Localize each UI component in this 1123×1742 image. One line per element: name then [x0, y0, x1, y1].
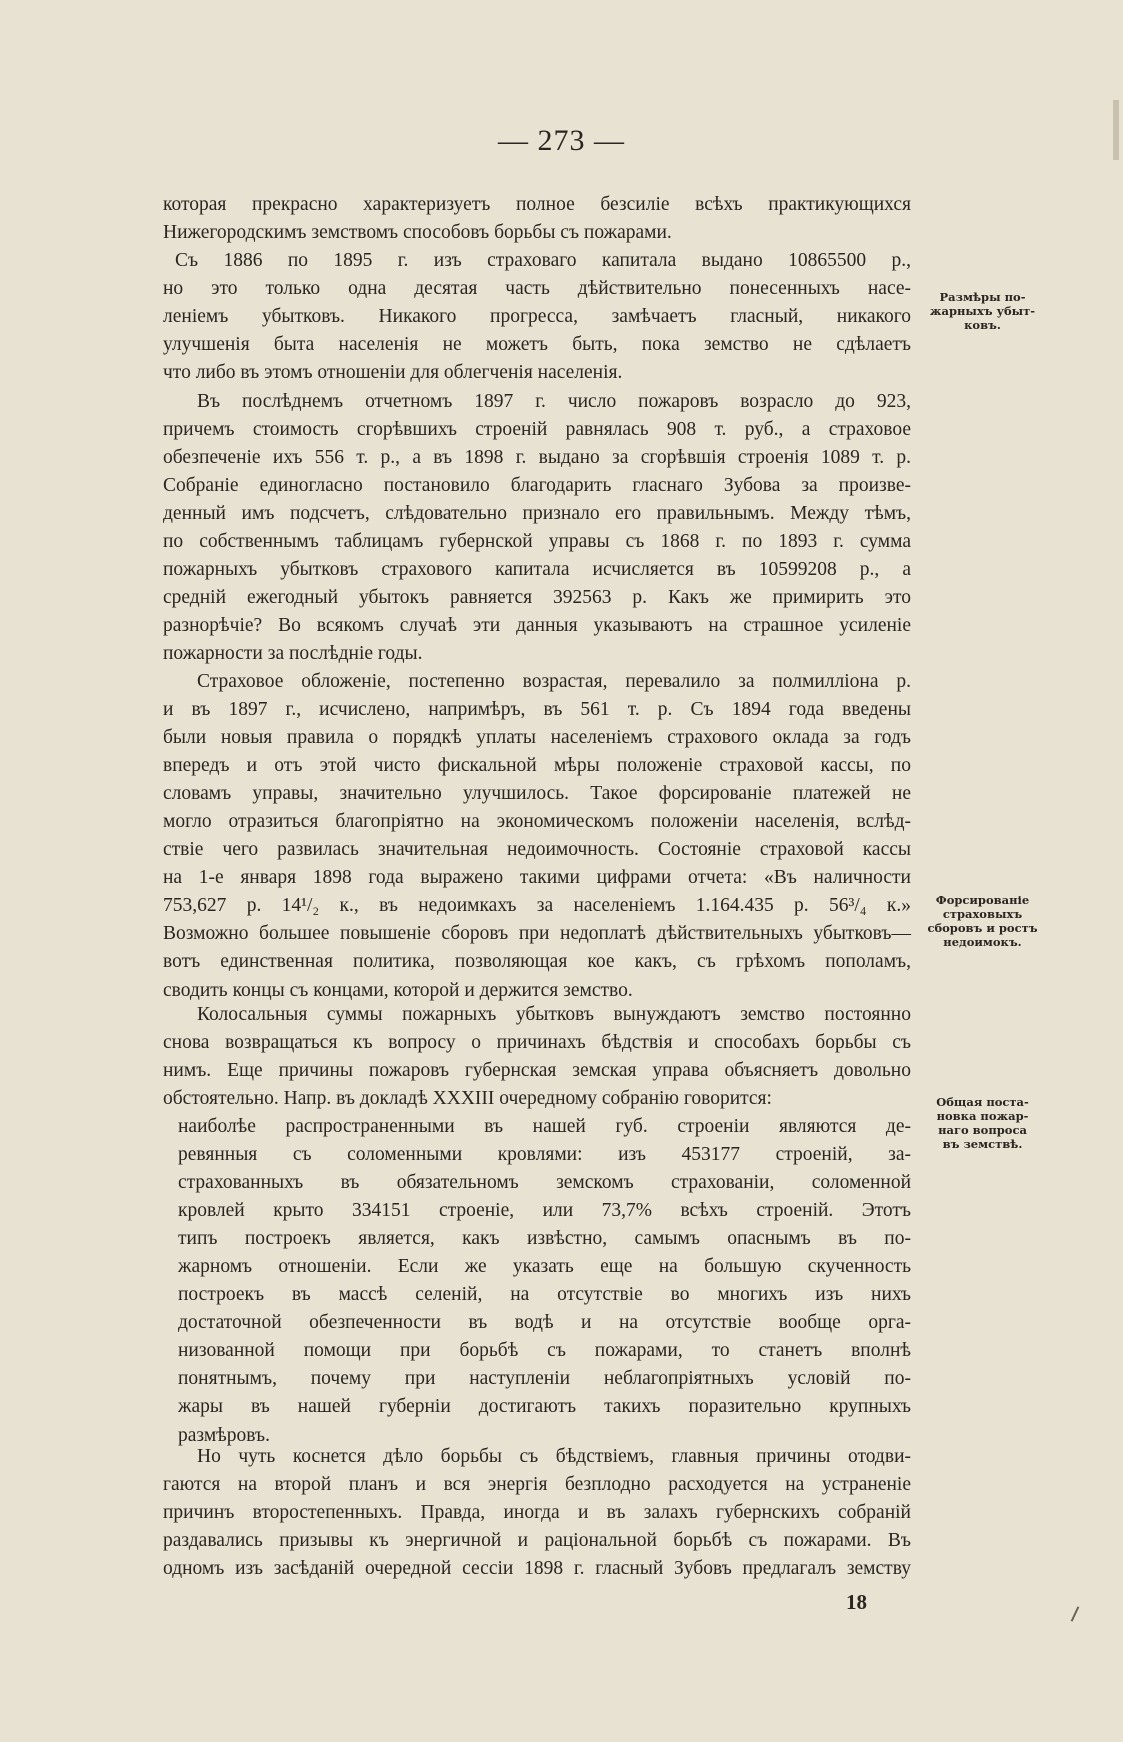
text-line: гаются на второй планъ и вся энергія безплодно расходуется на устраненіе — [163, 1474, 911, 1496]
text-line: нимъ. Еще причины пожаровъ губернская земская управа объясняетъ довольно — [163, 1060, 911, 1082]
text-line: леніемъ убытковъ. Никакого прогресса, замѣчаетъ гласный, никакого — [163, 306, 911, 328]
text-line: типъ построекъ является, какъ извѣстно, самымъ опаснымъ въ по- — [178, 1228, 911, 1250]
text-line: Собраніе единогласно постановило благодарить гласнаго Зубова за произве- — [163, 475, 911, 497]
paragraph-block-4 — [163, 1001, 911, 1113]
text-line: низованной помощи при борьбѣ съ пожарами, то станетъ вполнѣ — [178, 1340, 911, 1362]
text-line: и въ 1897 г., исчислено, напримѣръ, въ 561 т. р. Съ 1894 года введены — [163, 699, 911, 721]
text-line: обезпеченіе ихъ 556 т. р., а въ 1898 г. выдано за сгорѣвшія строенія 1089 т. р. — [163, 447, 911, 469]
marginal-note-losses: Размѣры по- жарныхъ убыт- ковъ. — [929, 290, 1036, 332]
text-line: ствіе чего развилась значительная недоимочность. Состояніе страховой кассы — [163, 839, 911, 861]
paragraph-block-3 — [163, 668, 911, 1005]
text-line: размѣровъ. — [178, 1424, 270, 1446]
quoted-report — [178, 1113, 911, 1450]
page-edge-shadow — [1113, 100, 1119, 160]
text-line: Въ послѣднемъ отчетномъ 1897 г. число пожаровъ возрасло до 923, — [197, 391, 911, 412]
text-line: могло отразиться благопріятно на экономическомъ положеніи населенія, вслѣд- — [163, 811, 911, 833]
marginal-note-forced-collection: Форсированіе страховыхъ сборовъ и ростъ недоимокъ. — [927, 893, 1038, 949]
text-line: ревянныя съ соломенными кровлями: изъ 453177 строеній, за- — [178, 1144, 911, 1166]
text-line: кровлей крыто 334151 строеніе, или 73,7% всѣхъ строеній. Этотъ — [178, 1200, 911, 1222]
text-line: Съ 1886 по 1895 г. изъ страховаго капитала выдано 10865500 р., — [175, 250, 911, 272]
text-line: пожарныхъ убытковъ страхового капитала исчисляется въ 10599208 р., а — [163, 559, 911, 581]
text-line: по собственнымъ таблицамъ губернской управы съ 1868 г. по 1893 г. сумма — [163, 531, 911, 553]
text-line: причинъ второстепенныхъ. Правда, иногда и въ залахъ губернскихъ собраній — [163, 1502, 911, 1524]
text-line: словамъ управы, значительно улучшилось. Такое форсированіе платежей не — [163, 783, 911, 805]
text-line: Колосальныя суммы пожарныхъ убытковъ вынуждаютъ земство постоянно — [197, 1004, 911, 1025]
pencil-mark — [1071, 1606, 1080, 1621]
paragraph-block-5 — [163, 1443, 911, 1583]
text-line: причемъ стоимость сгорѣвшихъ строеній равнялась 908 т. руб., а страховое — [163, 419, 911, 441]
text-line: что либо въ этомъ отношеніи для облегченія населенія. — [163, 362, 623, 384]
text-line: среднiй ежегодный убытокъ равняется 392563 р. Какъ же примирить это — [163, 587, 911, 609]
text-line: одномъ изъ засѣданій очередной сессіи 1898 г. гласный Зубовъ предлагалъ земству — [163, 1558, 911, 1580]
text-line: обстоятельно. Напр. въ докладѣ XXXIII очередному собранію говорится: — [163, 1088, 772, 1110]
text-line: впередъ и отъ этой чисто фискальной мѣры положеніе страховой кассы, по — [163, 755, 911, 777]
text-line: Но чуть коснется дѣло борьбы съ бѣдствіемъ, главныя причины отодви- — [197, 1446, 911, 1467]
marginal-note-fire-question: Общая поста- новка пожар- наго вопроса въ земствѣ. — [936, 1095, 1029, 1151]
text-line: разнорѣчіе? Во всякомъ случаѣ эти данныя указываютъ на страшное усиленіе — [163, 615, 911, 637]
text-line: снова возвращаться къ вопросу о причинахъ бѣдствія и способахъ борьбы съ — [163, 1032, 911, 1054]
text-line: достаточной обезпеченности въ водѣ и на отсутствіе вообще орга- — [178, 1312, 911, 1334]
text-line: наиболѣе распространенными въ нашей губ. строеніи являются де- — [178, 1116, 911, 1137]
text-line: Страховое обложеніе, постепенно возрастая, перевалило за полмилліона р. — [197, 671, 911, 692]
text-line: улучшенія быта населенія не можетъ быть, пока земство не сдѣлаетъ — [163, 334, 911, 356]
text-line: понятнымъ, почему при наступленіи неблагопріятныхъ условій по- — [178, 1368, 911, 1390]
text-line: денный имъ подсчетъ, слѣдовательно признало его правильнымъ. Между тѣмъ, — [163, 503, 911, 525]
text-line: но это только одна десятая часть дѣйствительно понесенныхъ насе- — [163, 278, 911, 300]
paragraph-block-2 — [163, 388, 911, 668]
text-line: 753,627 р. 14¹/₂ к., въ недоимкахъ за населеніемъ 1.164.435 р. 56³/₄ к.» — [163, 895, 911, 917]
text-line: Возможно большее повышеніе сборовъ при недоплатѣ дѣйствительныхъ убытковъ— — [163, 923, 911, 945]
text-line: построекъ въ массѣ селеній, на отсутствіе во многихъ изъ нихъ — [178, 1284, 911, 1306]
page-number: — 273 — — [498, 124, 625, 157]
text-line: раздавались призывы къ энергичной и раціональной борьбѣ съ пожарами. Въ — [163, 1530, 911, 1552]
text-line: пожарности за послѣдніе годы. — [163, 643, 423, 665]
text-line: на 1-е января 1898 года выражено такими цифрами отчета: «Въ наличности — [163, 867, 911, 889]
text-line: были новыя правила о порядкѣ уплаты населеніемъ страхового оклада за годъ — [163, 727, 911, 749]
paragraph-block-1 — [163, 191, 911, 387]
text-line: сводить концы съ концами, которой и держится земство. — [163, 979, 633, 1001]
text-line: жары въ нашей губерніи достигаютъ такихъ поразительно крупныхъ — [178, 1396, 911, 1418]
text-line: которая прекрасно характеризуетъ полное безсиліе всѣхъ практикующихся — [163, 194, 911, 215]
signature-mark: 18 — [846, 1590, 867, 1614]
text-line: Нижегородскимъ земствомъ способовъ борьбы съ пожарами. — [163, 222, 672, 244]
text-line: жарномъ отношеніи. Если же указать еще на большую скученность — [178, 1256, 911, 1278]
text-line: вотъ единственная политика, позволяющая кое какъ, съ грѣхомъ пополамъ, — [163, 951, 911, 973]
text-line: страхованныхъ въ обязательномъ земскомъ страхованіи, соломенной — [178, 1172, 911, 1194]
